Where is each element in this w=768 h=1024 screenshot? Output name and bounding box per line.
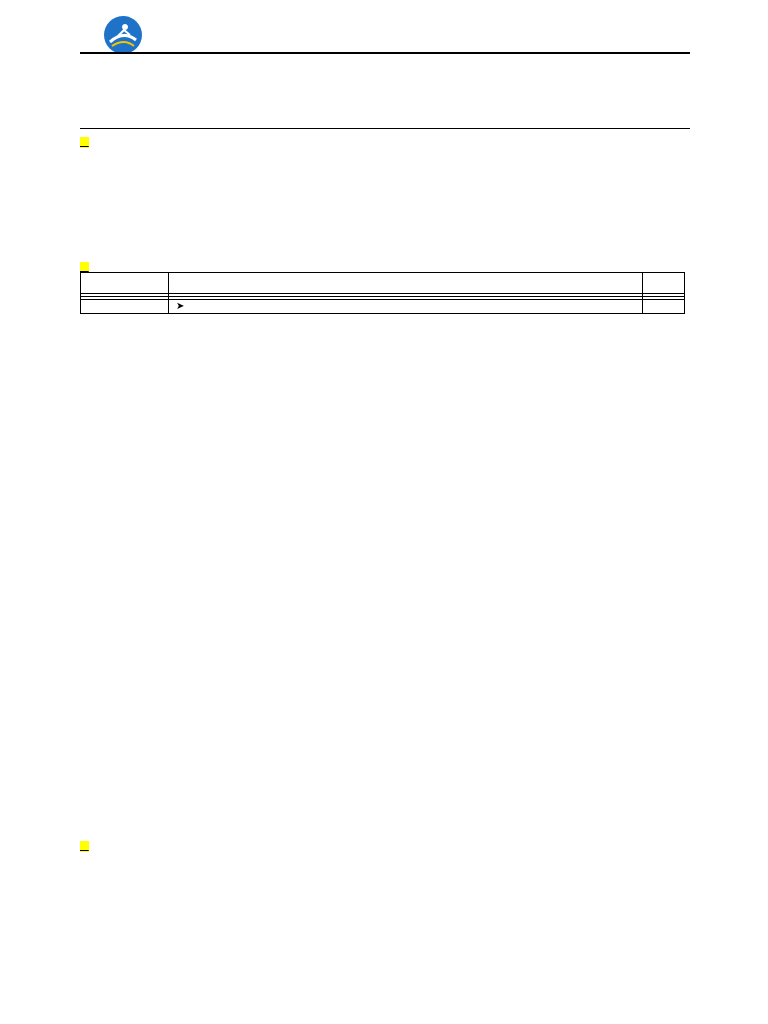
- identity-divider: [80, 128, 690, 129]
- school-logo: [104, 16, 142, 54]
- label-penutup: [81, 300, 169, 314]
- header-deskripsi: [169, 273, 643, 294]
- section-c-heading: [80, 841, 89, 852]
- arrow-bullet-icon: ➤: [176, 301, 185, 312]
- header-kegiatan: [81, 273, 169, 294]
- row-penutup: [81, 300, 685, 314]
- time-penutup: [643, 300, 685, 314]
- header-alokasi: [643, 273, 685, 294]
- penutup-item: [172, 301, 639, 312]
- activities-table: [80, 272, 685, 314]
- header-divider: [80, 52, 690, 54]
- section-a-heading: [80, 137, 89, 148]
- signature-teacher: [460, 874, 630, 908]
- signature-principal: [220, 874, 380, 908]
- penutup-description: [169, 300, 643, 314]
